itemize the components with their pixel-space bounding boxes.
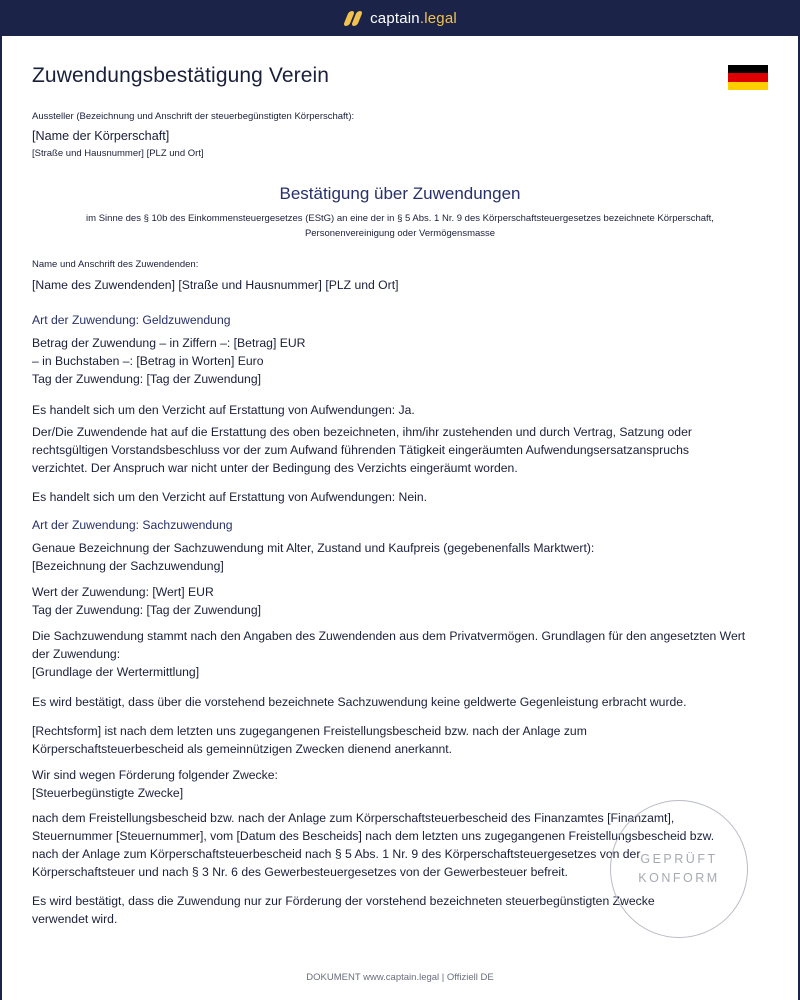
document-sheet [2,36,798,1000]
legal-form-line: Körperschaftsteuerbescheid als gemeinnützigen Zwecken dienend anerkannt. [32,742,453,756]
confirmation-description-line: Personenvereinigung oder Vermögensmasse [304,228,496,239]
donor-label: Name und Anschrift des Zuwendenden: [32,259,199,270]
inkind-value: Wert der Zuwendung: [Wert] EUR [32,585,214,599]
inkind-description-value: [Bezeichnung der Sachzuwendung] [32,559,224,573]
inkind-origin [32,627,768,681]
confirmation-heading: Bestätigung über Zuwendungen [279,184,521,203]
captain-logo-icon [343,10,361,26]
inkind-origin-line: der Zuwendung: [32,647,121,661]
waiver-text-line: rechtsgültigen Vorstandsbeschluss vor der zum Aufwand führenden Tätigkeit eingeräumten Aufwendungsersatzanspruchs [32,443,689,457]
stamp-line: KONFORM [638,871,720,885]
amount-words: – in Buchstaben –: [Betrag in Worten] Euro [32,354,264,368]
amount-digits: Betrag der Zuwendung – in Ziffern –: [Betrag] EUR [32,336,306,350]
legal-form-statement [32,722,587,758]
confirmation-description-line: im Sinne des § 10b des Einkommensteuergesetzes (EStG) an eine der in § 5 Abs. 1 Nr. 9 des Körperschaftsteuergesetzes bezeichnete Körperschaft, [86,213,714,224]
document-title: Zuwendungsbestätigung Verein [32,64,330,87]
legal-form-line: [Rechtsform] ist nach dem letzten uns zugegangenen Freistellungsbescheid bzw. nach der Anlage zum [32,724,587,738]
donor-value: [Name des Zuwendenden] [Straße und Hausnummer] [PLZ und Ort] [32,278,399,292]
inkind-donation-heading: Art der Zuwendung: Sachzuwendung [32,518,233,532]
use-confirmation-line: Es wird bestätigt, dass die Zuwendung nur zur Förderung der vorstehend bezeichneten steuerbegünstigten Zwecke [32,894,655,908]
waiver-text-line: Der/Die Zuwendende hat auf die Erstattung des oben bezeichneten, ihm/ihr zustehenden und durch Vertrag, Satzung oder [32,425,692,439]
issuer-name: [Name der Körperschaft] [32,129,170,143]
purposes-label: Wir sind wegen Förderung folgender Zwecke: [32,768,278,782]
document-footer: DOKUMENT www.captain.legal | Offiziell DE [306,972,494,983]
issuer-label: Aussteller (Bezeichnung und Anschrift der steuerbegünstigten Körperschaft): [32,111,355,122]
cash-donation-section [32,334,305,388]
brand-logo[interactable] [343,10,457,27]
inkind-description [32,539,594,575]
exemption-line: nach dem Freistellungsbescheid bzw. nach der Anlage zum Körperschaftsteuerbescheid des Finanzamtes [Finanzamt], [32,811,675,825]
germany-flag-icon [728,65,768,90]
inkind-value-section [32,583,261,619]
inkind-description-label: Genaue Bezeichnung der Sachzuwendung mit Alter, Zustand und Kaufpreis (gegebenenfalls Marktwert): [32,541,595,555]
verified-stamp [610,800,748,938]
exemption-line: Körperschaftsteuer und nach § 3 Nr. 6 des Gewerbesteuergesetzes von der Gewerbesteuer befreit. [32,865,568,879]
inkind-origin-line: Die Sachzuwendung stammt nach den Angaben des Zuwendenden aus dem Privatvermögen. Grundlagen für den angesetzten Wert [32,629,746,643]
waiver-yes-text [32,423,768,477]
top-bar [0,0,800,36]
confirmation-description [2,211,798,241]
use-confirmation [32,892,655,928]
issuer-address: [Straße und Hausnummer] [PLZ und Ort] [32,148,204,159]
inkind-origin-line: [Grundlage der Wertermittlung] [32,665,200,679]
waiver-text-line: verzichtet. Der Anspruch war nicht unter der Bedingung des Verzichts eingeräumt worden. [32,461,518,475]
exemption-line: Steuernummer [Steuernummer], vom [Datum des Bescheids] nach dem letzten uns zugegangenen Freistellungsbescheid bzw. [32,829,715,843]
no-consideration-statement: Es wird bestätigt, dass über die vorstehend bezeichnete Sachzuwendung keine geldwerte Gegenleistung erbracht wurde. [32,695,687,709]
waiver-yes-heading: Es handelt sich um den Verzicht auf Erstattung von Aufwendungen: Ja. [32,403,415,417]
donation-date: Tag der Zuwendung: [Tag der Zuwendung] [32,372,262,386]
stamp-line: GEPRÜFT [640,852,718,866]
use-confirmation-line: verwendet wird. [32,912,118,926]
cash-donation-heading: Art der Zuwendung: Geldzuwendung [32,313,231,327]
waiver-no-heading: Es handelt sich um den Verzicht auf Erstattung von Aufwendungen: Nein. [32,490,427,504]
purposes-value: [Steuerbegünstigte Zwecke] [32,786,184,800]
brand-name: captain.legal [370,9,457,27]
purposes-section [32,766,278,802]
inkind-date: Tag der Zuwendung: [Tag der Zuwendung] [32,603,262,617]
exemption-line: nach der Anlage zum Körperschaftsteuerbescheid nach § 5 Abs. 1 Nr. 9 des Körperschaftsteuergesetzes von der [32,847,641,861]
